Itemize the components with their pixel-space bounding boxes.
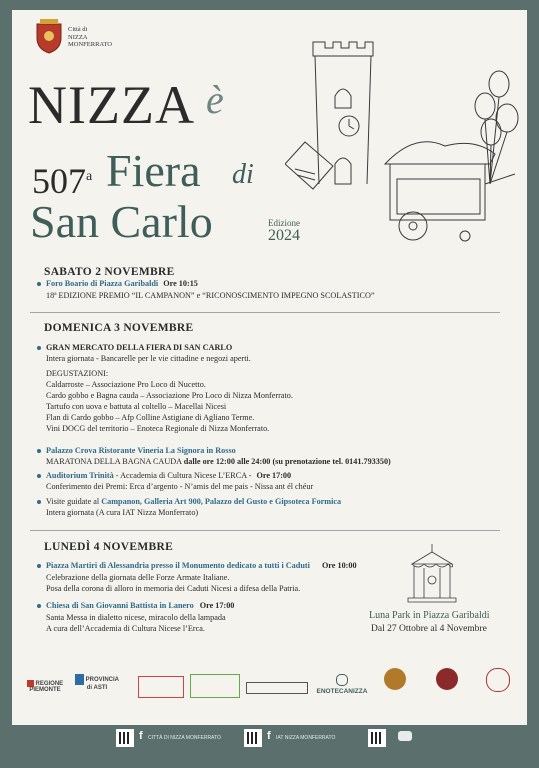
- sabato-time: Ore 10:15: [163, 279, 198, 288]
- maratona-booking: (su prenotazione tel. 0141.793350): [272, 457, 391, 466]
- auditorium-time: Ore 17:00: [256, 471, 292, 480]
- sabato-event: [46, 279, 198, 289]
- auditorium-desc: Conferimento dei Premi: Erca d’argento - N’amis del me pais - Nissa ant él chéur: [46, 482, 314, 491]
- title-nizza: NIZZA: [28, 75, 195, 135]
- divider: [30, 312, 500, 313]
- bullet-icon: [37, 564, 41, 568]
- qr-code-icon[interactable]: [368, 729, 386, 747]
- facebook-page-1[interactable]: CITTÀ DI NIZZA MONFERRATO: [148, 735, 221, 741]
- enoteca-logo: [314, 674, 370, 695]
- tower-cart-illustration: [285, 34, 520, 249]
- qr-code-icon[interactable]: [244, 729, 262, 747]
- carousel-icon: [404, 542, 460, 606]
- footer: [0, 725, 539, 768]
- edizione-label: Edizione: [268, 218, 300, 228]
- sponsor-logo-icon: [138, 676, 184, 698]
- palazzo-location: Palazzo Crova Ristorante Vineria La Signora in Rosso: [46, 446, 236, 455]
- edition-year: 2024: [268, 227, 300, 244]
- title-di: di: [232, 159, 254, 190]
- visite-desc: Intera giornata (A cura IAT Nizza Monferrato): [46, 508, 199, 517]
- bullet-icon: [37, 604, 41, 608]
- piazza-desc: Posa della corona di alloro in memoria dei Caduti Nicesi a difesa della Patria.: [46, 584, 301, 593]
- divider: [30, 530, 500, 531]
- municipium-logo-icon: [398, 731, 412, 741]
- provincia-crest-icon: [75, 674, 84, 685]
- degust-item: Cardo gobbo e Bagna cauda – Associazione Pro Loco di Nizza Monferrato.: [46, 391, 293, 400]
- enoteca-text: ENOTECANIZZA: [316, 688, 368, 695]
- sponsor-logo-icon: [246, 682, 308, 694]
- grape-icon: [336, 674, 348, 686]
- facebook-icon[interactable]: f: [139, 730, 143, 742]
- cardo-gobbo-logo-icon: [486, 668, 510, 692]
- piazza-location: Piazza Martiri di Alessandria presso il Monumento dedicato a tutti i Caduti: [46, 561, 310, 570]
- auditorium-org: - Accademia di Cultura Nicese L’ERCA -: [115, 471, 252, 480]
- facebook-icon[interactable]: f: [267, 730, 271, 742]
- bullet-icon: [37, 282, 41, 286]
- maratona-time: dalle ore 12:00 alle 24:00: [183, 457, 271, 466]
- title-san-carlo: San Carlo: [30, 196, 213, 247]
- visite-line: [46, 497, 341, 507]
- visite-label: Visite guidate al: [46, 497, 100, 506]
- sponsor-logos: [18, 662, 521, 712]
- chiesa-desc: A cura dell’Accademia di Cultura Nicese l’Erca.: [46, 624, 205, 633]
- piazza-desc: Celebrazione della giornata delle Forze Armate Italiane.: [46, 573, 230, 582]
- regione-logo: [22, 680, 68, 693]
- chiesa-line: [46, 601, 234, 611]
- degust-item: Caldarroste – Associazione Pro Loco di Nucetto.: [46, 380, 206, 389]
- city-caption: Città di NIZZA MONFERRATO: [68, 26, 112, 48]
- bullet-icon: [37, 474, 41, 478]
- lunedi-heading: LUNEDÌ 4 NOVEMBRE: [44, 541, 174, 553]
- maratona-title: MARATONA DELLA BAGNA CAUDA: [46, 457, 182, 466]
- sponsor-logo-icon: [190, 674, 240, 698]
- mercato-title: GRAN MERCATO DELLA FIERA DI SAN CARLO: [46, 343, 233, 352]
- chiesa-desc: Santa Messa in dialetto nicese, miracolo della lampada: [46, 613, 226, 622]
- bullet-icon: [37, 346, 41, 350]
- maratona-line: [46, 457, 391, 467]
- chiesa-time: Ore 17:00: [199, 601, 235, 610]
- degust-item: Tartufo con uova e battuta al coltello – Macellai Nicesi: [46, 402, 227, 411]
- luna-park-dates: Dal 27 Ottobre al 4 Novembre: [371, 624, 487, 634]
- qr-code-icon[interactable]: [116, 729, 134, 747]
- pro-loco-logo-icon: [384, 668, 406, 690]
- domenica-heading: DOMENICA 3 NOVEMBRE: [44, 322, 194, 334]
- edition-number: 507$^a$: [32, 161, 93, 201]
- chiesa-location: Chiesa di San Giovanni Battista in Lanero: [46, 601, 194, 610]
- mercato-desc: Intera giornata - Bancarelle per le vie cittadine e negozi aperti.: [46, 354, 251, 363]
- auditorium-location: Auditorium Trinità: [46, 471, 114, 480]
- degustazioni-label: DEGUSTAZIONI:: [46, 369, 109, 378]
- sabato-premio: 18ª EDIZIONE PREMIO “IL CAMPANON” e “RICONOSCIMENTO IMPEGNO SCOLASTICO”: [46, 291, 375, 300]
- degust-item: Flan di Cardo gobbo – Afp Colline Astigiane di Agliano Terme.: [46, 413, 255, 422]
- auditorium-line: [46, 471, 291, 481]
- provincia-text: PROVINCIA di ASTI: [85, 677, 119, 691]
- sabato-heading: SABATO 2 NOVEMBRE: [44, 266, 175, 278]
- regione-flag-icon: [27, 680, 34, 687]
- sabato-location: Foro Boario di Piazza Garibaldi: [46, 279, 159, 288]
- provincia-logo: [74, 674, 120, 691]
- title-accent: è: [206, 77, 224, 122]
- piazza-time: Ore 10:00: [321, 561, 357, 570]
- facebook-page-2[interactable]: IAT NIZZA MONFERRATO: [276, 735, 336, 741]
- piazza-line: [46, 561, 357, 571]
- degust-item: Vini DOCG del territorio – Enoteca Regionale di Nizza Monferrato.: [46, 424, 270, 433]
- visite-locations: Campanon, Galleria Art 900, Palazzo del Gusto e Gipsoteca Formica: [101, 497, 342, 506]
- title-fiera: Fiera: [106, 145, 201, 196]
- erca-logo-icon: [436, 668, 458, 690]
- luna-park-title: Luna Park in Piazza Garibaldi: [369, 610, 490, 621]
- regione-text: REGIONE PIEMONTE: [29, 681, 64, 694]
- bullet-icon: [37, 449, 41, 453]
- city-crest-icon: [34, 18, 64, 54]
- bullet-icon: [37, 500, 41, 504]
